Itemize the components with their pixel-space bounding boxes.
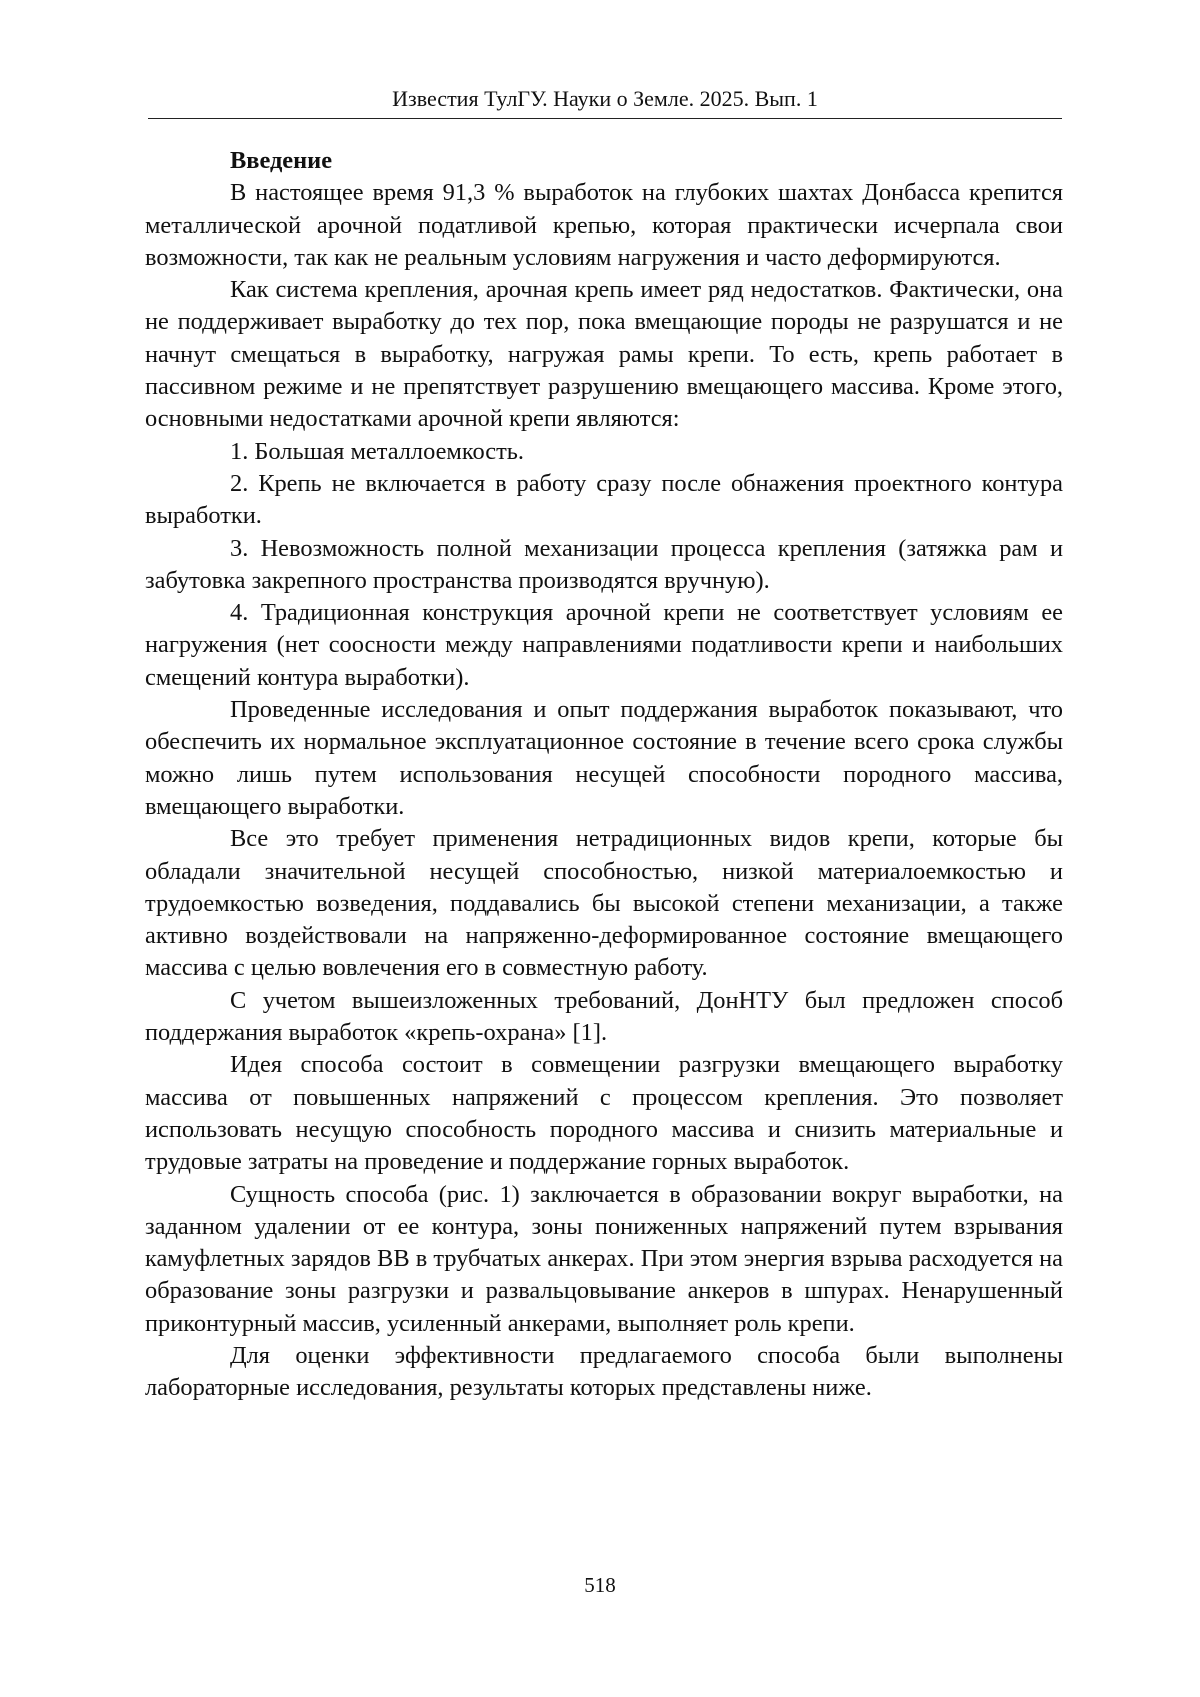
list-item-3: 3. Невозможность полной механизации процесса крепления (затяжка рам и забутовка закрепного пространства производятся вручную). [145,534,1063,594]
header-rule [148,118,1062,119]
paragraph-4: Все это требует применения нетрадиционных видов крепи, которые бы обладали значительной несущей способностью, низкой материалоемкостью и трудоемкостью возведения, поддавались бы высокой степени механизации, а также активно воздействовали на напряженно-деформированное состояние вмещающего массива с целью вовлечения его в совместную работу. [145,825,1063,982]
section-heading: Введение [230,147,333,174]
list-item-1: 1. Большая металлоемкость. [230,437,524,465]
paragraph-7: Сущность способа (рис. 1) заключается в образовании вокруг выработки, на заданном удалении от ее контура, зоны пониженных напряжений путем взрывания камуфлетных зарядов ВВ в трубчатых анкерах. При этом энергия взрыва расходуется на образование зоны разгрузки и развальцовывание анкеров в шпурах. Ненарушенный приконтурный массив, усиленный анкерами, выполняет роль крепи. [145,1180,1063,1337]
paragraph-5: С учетом вышеизложенных требований, ДонНТУ был предложен способ поддержания выработок «крепь-охрана» [1]. [145,986,1063,1047]
running-header: Известия ТулГУ. Науки о Земле. 2025. Вып. 1 [392,86,818,111]
paragraph-6: Идея способа состоит в совмещении разгрузки вмещающего выработку массива от повышенных напряжений с процессом крепления. Это позволяет использовать несущую способность породного массива и снизить материальные и трудовые затраты на проведение и поддержание горных выработок. [145,1051,1063,1176]
page-number: 518 [584,1573,616,1597]
list-item-4: 4. Традиционная конструкция арочной крепи не соответствует условиям ее нагружения (нет соосности между направлениями податливости крепи и наибольших смещений контура выработки). [145,599,1063,691]
paragraph-8: Для оценки эффективности предлагаемого способа были выполнены лабораторные исследования, результаты которых представлены ниже. [145,1341,1063,1402]
list-item-2: 2. Крепь не включается в работу сразу после обнажения проектного контура выработки. [145,469,1063,530]
paragraph-2: Как система крепления, арочная крепь имеет ряд недостатков. Фактически, она не поддерживает выработку до тех пор, пока вмещающие породы не разрушатся и не начнут смещаться в выработку, нагружая рамы крепи. То есть, крепь работает в пассивном режиме и не препятствует разрушению вмещающего массива. Кроме этого, основными недостатками арочной крепи являются: [145,276,1063,433]
paragraph-1: В настоящее время 91,3 % выработок на глубоких шахтах Донбасса крепится металлической арочной податливой крепью, которая практически исчерпала свои возможности, так как не реальным условиям нагружения и часто деформируются. [145,179,1063,271]
paragraph-3: Проведенные исследования и опыт поддержания выработок показывают, что обеспечить их нормальное эксплуатационное состояние в течение всего срока службы можно лишь путем использования несущей способности породного массива, вмещающего выработки. [145,696,1063,820]
article-body [145,145,1063,1405]
